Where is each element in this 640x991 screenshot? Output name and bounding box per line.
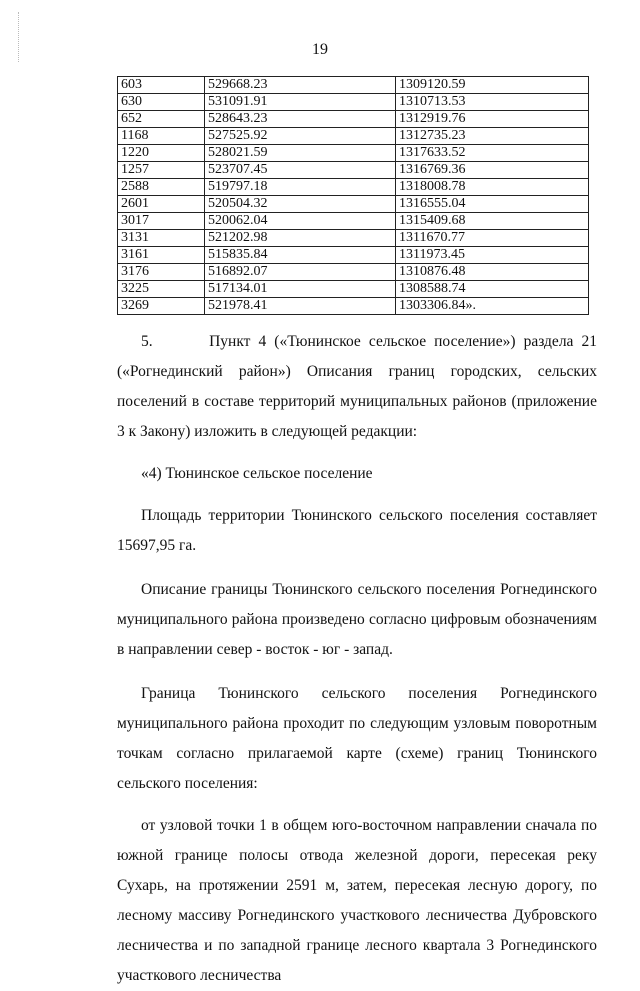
- table-row: [118, 111, 589, 128]
- table-row: [118, 281, 589, 298]
- point-number-cell: 652: [118, 111, 205, 128]
- point-number-cell: 603: [118, 77, 205, 94]
- x-coordinate-cell: 521202.98: [205, 230, 396, 247]
- point-number-cell: 3131: [118, 230, 205, 247]
- paragraph-area: Площадь территории Тюнинского сельского поселения составляет 15697,95 га.: [117, 507, 597, 554]
- y-coordinate-cell: 1312735.23: [396, 128, 589, 145]
- point-number-cell: 3176: [118, 264, 205, 281]
- page-number: 19: [312, 41, 328, 58]
- table-row: [118, 77, 589, 94]
- x-coordinate-cell: 520062.04: [205, 213, 396, 230]
- x-coordinate-cell: 520504.32: [205, 196, 396, 213]
- point-number-cell: 2601: [118, 196, 205, 213]
- x-coordinate-cell: 527525.92: [205, 128, 396, 145]
- y-coordinate-cell: 1316769.36: [396, 162, 589, 179]
- y-coordinate-cell: 1303306.84».: [396, 298, 589, 315]
- paragraph-border-points: Граница Тюнинского сельского поселения Рогнединского муниципального района проходит по следующим узловым поворотным точкам согласно прилагаемой карте (схеме) границ Тюнинского сельского поселения:: [117, 685, 597, 792]
- x-coordinate-cell: 517134.01: [205, 281, 396, 298]
- table-row: [118, 230, 589, 247]
- y-coordinate-cell: 1309120.59: [396, 77, 589, 94]
- point-number-cell: 1220: [118, 145, 205, 162]
- table-row: [118, 128, 589, 145]
- x-coordinate-cell: 521978.41: [205, 298, 396, 315]
- x-coordinate-cell: 515835.84: [205, 247, 396, 264]
- paragraph-border-description: Описание границы Тюнинского сельского поселения Рогнединского муниципального района произведено согласно цифровым обозначениям в направлении север - восток - юг - запад.: [117, 581, 597, 658]
- y-coordinate-cell: 1310713.53: [396, 94, 589, 111]
- table-row: [118, 94, 589, 111]
- x-coordinate-cell: 528643.23: [205, 111, 396, 128]
- x-coordinate-cell: 528021.59: [205, 145, 396, 162]
- y-coordinate-cell: 1310876.48: [396, 264, 589, 281]
- table-row: [118, 179, 589, 196]
- point-number-cell: 3269: [118, 298, 205, 315]
- paragraph-item-5-continuation: («Рогнединский район») Описания границ городских, сельских поселений в составе территорий муниципальных районов (приложение 3 к Закону) изложить в следующей редакции:: [117, 363, 597, 440]
- y-coordinate-cell: 1317633.52: [396, 145, 589, 162]
- x-coordinate-cell: 531091.91: [205, 94, 396, 111]
- table-row: [118, 247, 589, 264]
- table-row: [118, 162, 589, 179]
- paragraph-item-5-first-line: 5. Пункт 4 («Тюнинское сельское поселение») раздела 21: [141, 333, 597, 350]
- document-body: [117, 327, 597, 991]
- x-coordinate-cell: 529668.23: [205, 77, 396, 94]
- y-coordinate-cell: 1308588.74: [396, 281, 589, 298]
- point-number-cell: 3017: [118, 213, 205, 230]
- paragraph-route: от узловой точки 1 в общем юго-восточном направлении сначала по южной границе полосы отвода железной дороги, пересекая реку Сухарь, на протяжении 2591 м, затем, пересекая лесную дорогу, по лесному массиву Рогнединского участкового лесничества Дубровского лесничества и по западной границе лесного квартала 3 Рогнединского участкового лесничества: [117, 817, 597, 984]
- y-coordinate-cell: 1315409.68: [396, 213, 589, 230]
- paragraph-section-title: «4) Тюнинское сельское поселение: [141, 465, 373, 482]
- x-coordinate-cell: 519797.18: [205, 179, 396, 196]
- y-coordinate-cell: 1312919.76: [396, 111, 589, 128]
- table-row: [118, 298, 589, 315]
- table-row: [118, 196, 589, 213]
- y-coordinate-cell: 1316555.04: [396, 196, 589, 213]
- point-number-cell: 2588: [118, 179, 205, 196]
- x-coordinate-cell: 516892.07: [205, 264, 396, 281]
- y-coordinate-cell: 1318008.78: [396, 179, 589, 196]
- table-row: [118, 264, 589, 281]
- point-number-cell: 1257: [118, 162, 205, 179]
- point-number-cell: 630: [118, 94, 205, 111]
- point-number-cell: 3225: [118, 281, 205, 298]
- coordinates-table: [117, 76, 589, 315]
- table-row: [118, 213, 589, 230]
- y-coordinate-cell: 1311973.45: [396, 247, 589, 264]
- x-coordinate-cell: 523707.45: [205, 162, 396, 179]
- coordinates-table-body: [118, 77, 589, 315]
- point-number-cell: 1168: [118, 128, 205, 145]
- point-number-cell: 3161: [118, 247, 205, 264]
- table-row: [118, 145, 589, 162]
- y-coordinate-cell: 1311670.77: [396, 230, 589, 247]
